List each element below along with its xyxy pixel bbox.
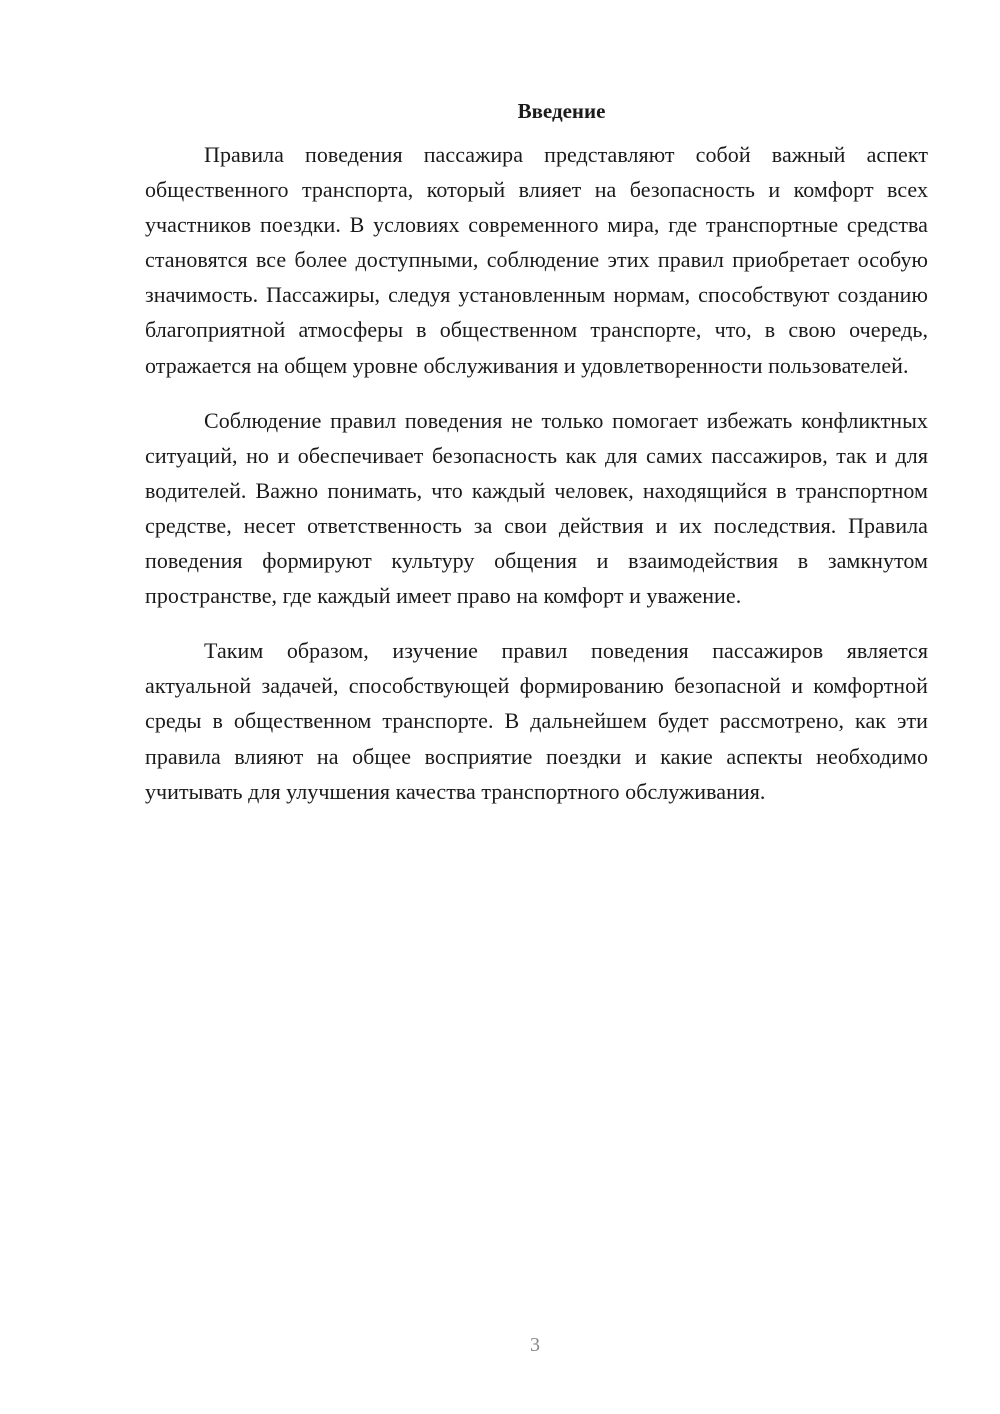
paragraph-3: Таким образом, изучение правил поведения пассажиров является актуальной задачей, способствующей формированию безопасной и комфортной среды в общественном транспорте. В дальнейшем будет рассмотрено, как эти правила влияют на общее восприятие поездки и какие аспекты необходимо учитывать для улучшения качества транспортного обслуживания.: [145, 638, 928, 804]
section-heading: Введение: [517, 99, 606, 123]
page-content: [145, 95, 928, 829]
paragraph-1: Правила поведения пассажира представляют собой важный аспект общественного транспорта, который влияет на безопасность и комфорт всех участников поездки. В условиях современного мира, где транспортные средства становятся все более доступными, соблюдение этих правил приобретает особую значимость. Пассажиры, следуя установленным нормам, способствуют созданию благоприятной атмосферы в общественном транспорте, что, в свою очередь, отражается на общем уровне обслуживания и удовлетворенности пользователей.: [145, 142, 928, 378]
paragraph-2: Соблюдение правил поведения не только помогает избежать конфликтных ситуаций, но и обеспечивает безопасность как для самих пассажиров, так и для водителей. Важно понимать, что каждый человек, находящийся в транспортном средстве, несет ответственность за свои действия и их последствия. Правила поведения формируют культуру общения и взаимодействия в замкнутом пространстве, где каждый имеет право на комфорт и уважение.: [145, 407, 928, 609]
page-number: 3: [530, 1334, 540, 1356]
